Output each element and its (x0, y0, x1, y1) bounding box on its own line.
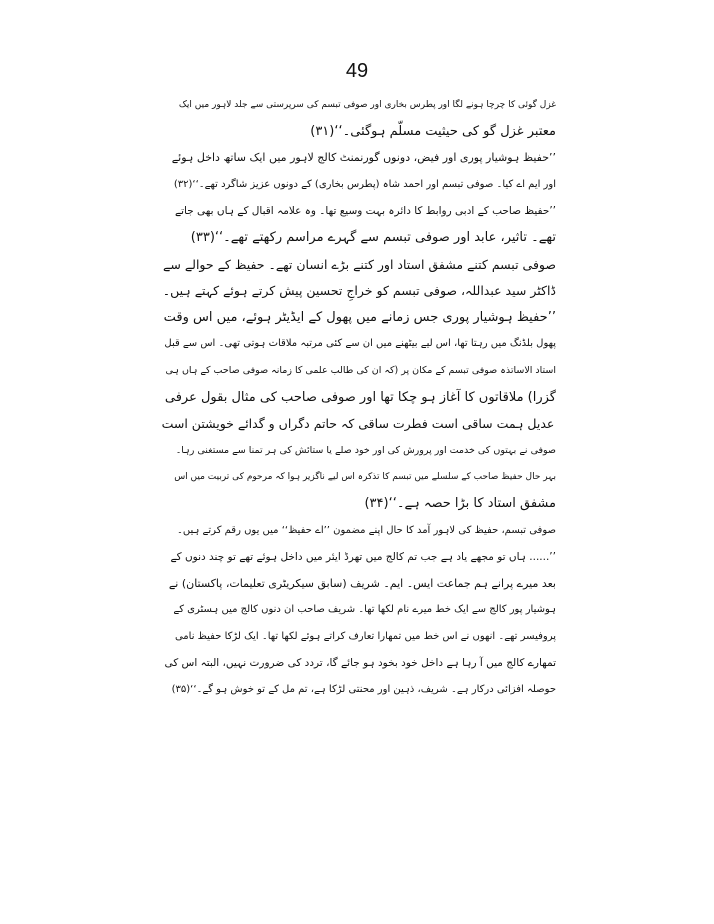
text-line: صوفی تبسم کتنے مشفق استاد اور کتنے بڑے انسان تھے۔ حفیظ کے حوالے سے (163, 256, 556, 272)
quote-line: پھول بلڈنگ میں رہتا تھا، اس لیے بیٹھنے میں ان سے کئی مرتبہ ملاقات ہوتی تھی۔ اس سے قبل (164, 338, 556, 350)
verse-line: عدیل ہمت ساقی است فطرت ساقی کہ حاتم دگراں و گدائے خویشتن است (161, 416, 555, 432)
quote-line: بہر حال حفیظ صاحب کے سلسلے میں تبسم کا تذکرہ اس لیے ناگزیر ہوا کہ مرحوم کی تربیت میں اس (174, 472, 556, 483)
page-number: 49 (345, 60, 369, 82)
quote-line: اور ایم اے کیا۔ صوفی تبسم اور احمد شاہ (پطرس بخاری) کے دونوں عزیز شاگرد تھے۔‘‘(۳۲) (173, 178, 556, 190)
text-line: غزل گوئی کا چرچا ہونے لگا اور پطرس بخاری اور صوفی تبسم کی سرپرستی سے جلد لاہور میں ایک (178, 100, 556, 110)
text-line: ڈاکٹر سید عبداللہ، صوفی تبسم کو خراجِ تحسین پیش کرتے ہوئے کہتے ہیں۔ (162, 283, 556, 299)
quote-line: استاد الاساتذہ صوفی تبسم کے مکان پر (کہ ان کی طالب علمی کا زمانہ صوفی صاحب کے ہاں ہی (165, 364, 556, 376)
quote-line: ’’...... ہاں تو مجھے یاد ہے جب تم کالج میں تھرڈ ایئر میں داخل ہوئے تھے تو چند دنوں کے (170, 551, 556, 564)
quote-line: ’’حفیظ ہوشیار پوری جس زمانے میں پھول کے ایڈیٹر ہوئے، میں اس وقت (163, 309, 556, 325)
text-line: صوفی تبسم، حفیظ کی لاہور آمد کا حال اپنے مضمون ’’اے حفیظ‘‘ میں یوں رقم کرتے ہیں۔ (177, 524, 556, 536)
quote-line: صوفی نے بہتوں کی خدمت اور پرورش کی اور خود صلے یا ستائش کی ہر تمنا سے مستغنی رہا۔ (175, 444, 556, 456)
quote-line: تمھارے کالج میں آ رہا ہے داخل خود بخود ہو جائے گا، تردد کی ضرورت نہیں، البتہ اس کی (164, 657, 556, 670)
quote-line: پروفیسر تھے۔ انھوں نے اس خط میں تمھارا تعارف کراتے ہوئے لکھا تھا۔ ایک لڑکا حفیظ نامی (174, 630, 556, 642)
body-text (160, 92, 556, 704)
quote-line: تھے۔ تاثیر، عابد اور صوفی تبسم سے گہرے مراسم رکھتے تھے۔‘‘(۳۳) (190, 229, 556, 245)
quote-line: بعد میرے پرانے ہم جماعت ایس۔ ایم۔ شریف (سابق سیکریٹری تعلیمات، پاکستان) نے (168, 576, 556, 590)
quote-line: حوصلہ افزائی درکار ہے۔ شریف، ذہین اور محنتی لڑکا ہے، تم مل کے تو خوش ہو گے۔‘‘(۳۵) (171, 684, 556, 696)
quote-line: ’’حفیظ صاحب کے ادبی روابط کا دائرہ بہت وسیع تھا۔ وہ علامہ اقبال کے ہاں بھی جاتے (174, 205, 556, 218)
quote-line: ’’حفیظ ہوشیار پوری اور فیض، دونوں گورنمنٹ کالج لاہور میں ایک ساتھ داخل ہوئے (171, 151, 556, 165)
quote-line: گزرا) ملاقاتوں کا آغاز ہو چکا تھا اور صوفی صاحب کی مثال بقول عرفی (164, 389, 556, 405)
text-line: معتبر غزل گو کی حیثیت مسلّم ہوگئی۔‘‘(۳۱) (310, 123, 556, 139)
quote-line: مشفق استاد کا بڑا حصہ ہے۔‘‘(۳۴) (364, 495, 556, 511)
quote-line: ہوشیار پور کالج سے ایک خط میرے نام لکھا تھا۔ شریف صاحب ان دنوں کالج میں ہسٹری کے (173, 604, 556, 616)
